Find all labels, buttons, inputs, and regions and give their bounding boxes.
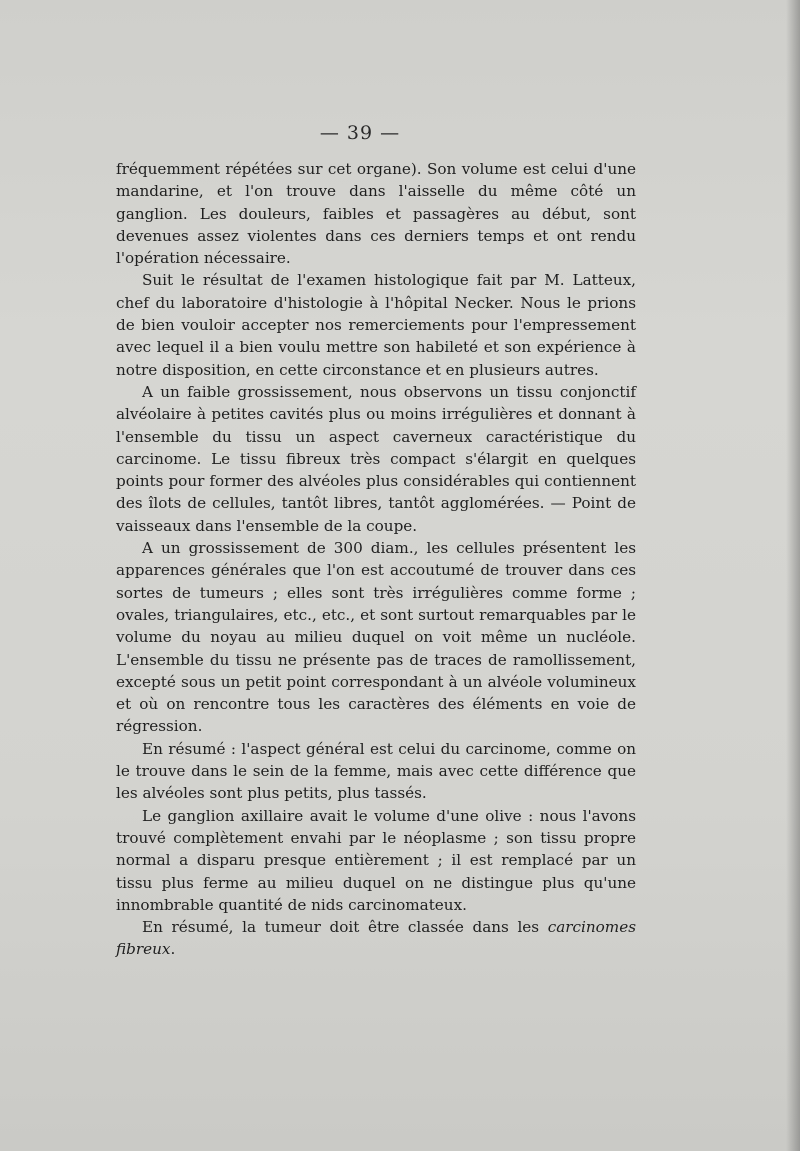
paragraph-7-italic: carcinomes fibreux <box>116 918 636 959</box>
paragraph-5: En résumé : l'aspect général est celui du carcinome, comme on le trouve dans le sein de la femme, mais avec cette différence que les alvéoles sont plus petits, plus tassés. <box>116 739 636 803</box>
paragraph-1: fréquemment répétées sur cet organe). Son volume est celui d'une mandarine, et l'on trouve dans l'aisselle du même côté un ganglion. Les douleurs, faibles et passagères au début, sont devenues assez violentes dans ces derniers temps et ont rendu l'opération nécessaire. <box>116 160 636 268</box>
paragraph-3: A un faible grossissement, nous observons un tissu conjonctif alvéolaire à petites cavités plus ou moins irrégulières et donnant à l'ensemble du tissu un aspect caverneux caractéristique du carcinome. Le tissu fibreux très compact s'élargit en quelques points pour former des alvéoles plus considérables qui contiennent des îlots de cellules, tantôt libres, tantôt agglomérées. — Point de vaisseaux dans l'ensemble de la coupe. <box>116 382 636 535</box>
body-text <box>116 158 636 961</box>
page-number: — 39 — <box>319 122 401 144</box>
page-edge-shadow <box>786 0 800 1151</box>
paragraph-2: Suit le résultat de l'examen histologique fait par M. Latteux, chef du laboratoire d'histologie à l'hôpital Necker. Nous le prions de bien vouloir accepter nos remerciements pour l'empressement avec lequel il a bien voulu mettre son habileté et son expérience à notre disposition, en cette circonstance et en plusieurs autres. <box>116 271 636 379</box>
paragraph-7-text: En résumé, la tumeur doit être classée dans les <box>142 918 548 937</box>
paragraph-6: Le ganglion axillaire avait le volume d'une olive : nous l'avons trouvé complètement envahi par le néoplasme ; son tissu propre normal a disparu presque entièrement ; il est remplacé par un tissu plus ferme au milieu duquel on ne distingue plus qu'une innombrable quantité de nids carcinomateux. <box>116 806 636 914</box>
paragraph-4: A un grossissement de 300 diam., les cellules présentent les apparences générales que l'on est accoutumé de trouver dans ces sortes de tumeurs ; elles sont très irrégulières comme forme ; ovales, triangulaires, etc., etc., et sont surtout remarquables par le volume du noyau au milieu duquel on voit même un nucléole. L'ensemble du tissu ne présente pas de traces de ramollissement, excepté sous un petit point correspondant à un alvéole volumineux et où on rencontre tous les caractères des éléments en voie de régression. <box>116 539 636 736</box>
paragraph-7 <box>116 916 636 961</box>
paragraph-7-end: . <box>170 940 176 959</box>
